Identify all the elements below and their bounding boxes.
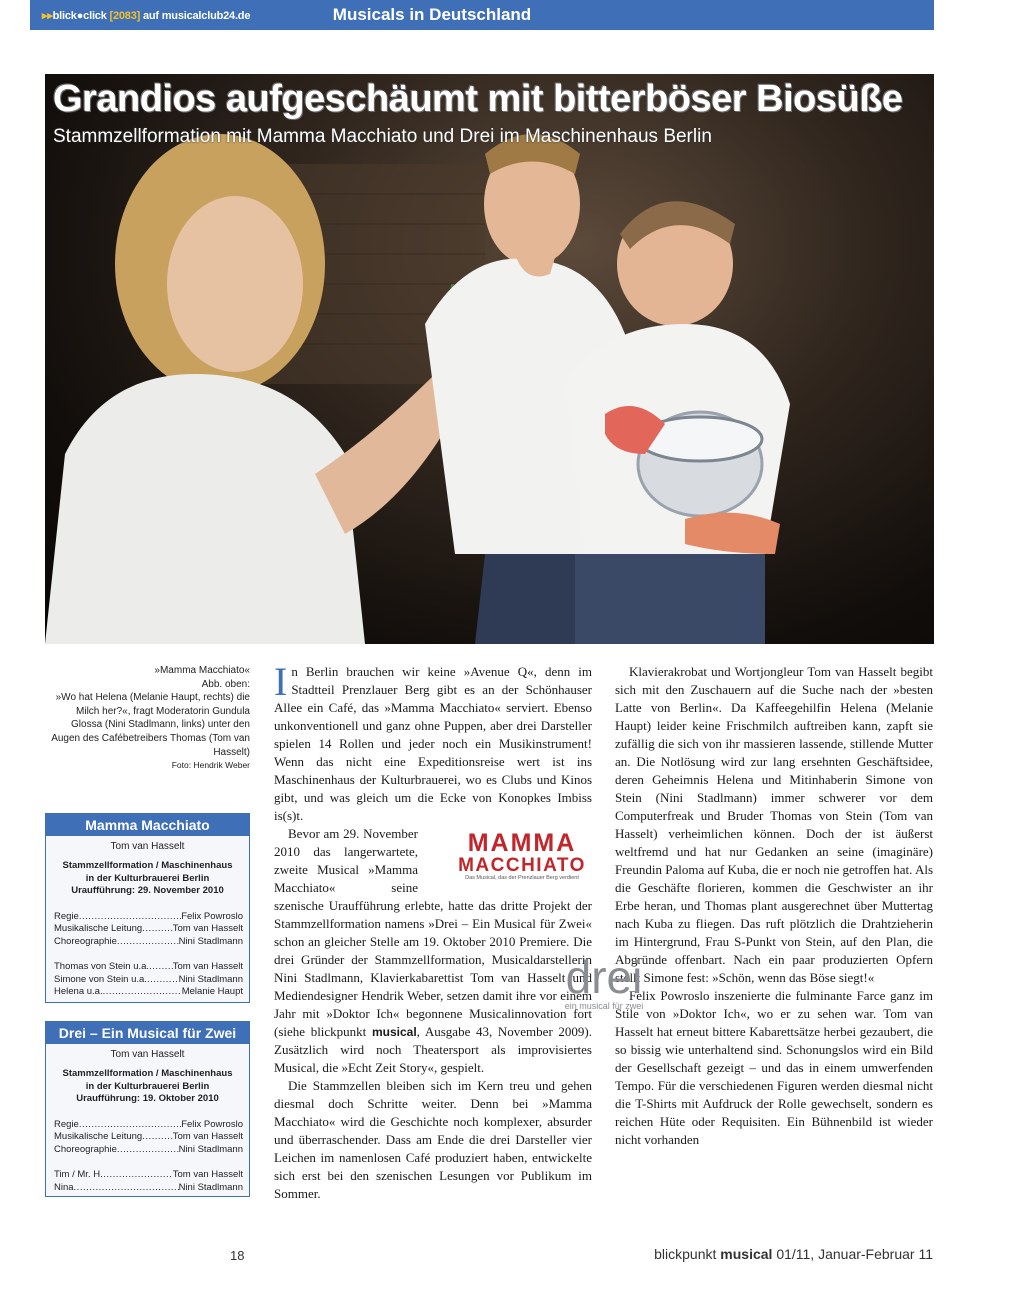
infobox-title: Drei – Ein Musical für Zwei xyxy=(46,1022,249,1044)
caption-text: »Wo hat Helena (Melanie Haupt, rechts) die Milch her?«, fragt Moderatorin Gundula Glossa (Nini Stadlmann, links) unter den Augen des Cafébetreibers Thomas (Tom van Hasselt) xyxy=(51,692,250,758)
footer-magazine-prefix: blickpunkt xyxy=(654,1246,717,1262)
credit-name: Felix Powroslo xyxy=(181,1118,243,1130)
credit-name: Felix Powroslo xyxy=(181,910,243,922)
paragraph-text: , Ausgabe 43, November 2009). Zusätzlich wird noch Theatersport als improvisiertes Musical, die »Echt Zeit Story«, gespielt. xyxy=(274,1024,593,1075)
footer-magazine-name: musical xyxy=(720,1246,773,1262)
logo-tagline: Das Musical, das der Prenzlauer Berg verdient xyxy=(465,875,579,881)
cast-row xyxy=(54,986,243,999)
drop-cap: I xyxy=(274,659,288,704)
cast-role: Simone von Stein u.a. xyxy=(54,973,147,985)
paragraph-text: n Berlin brauchen wir keine »Avenue Q«, denn im Stadtteil Prenzlauer Berg gibt es an der Schönhauser Allee ein Café, das »Mamma Macchiato« serviert. Ebenso unkonventionell und ganz ohne Puppen, aber drei Darsteller spielen 14 Rollen und jeder noch ein Musikinstrument! Wenn das nicht eine Expeditionsreise wert ist ins Maschinenhaus der Kulturbrauerei, wo es Clubs und Kinos gibt, und was gleich um die Ecke von Konopkes Imbiss is(s)t. xyxy=(274,664,592,823)
mamma-macchiato-logo xyxy=(424,829,592,881)
credit-role: Regie xyxy=(54,1118,79,1130)
credit-role: Choreographie xyxy=(54,935,117,947)
logo-line-2: MACCHIATO xyxy=(458,855,586,876)
caption-position: Abb. oben: xyxy=(201,678,250,690)
premiere-date: Uraufführung: 29. November 2010 xyxy=(71,885,224,896)
page-number: 18 xyxy=(230,1248,245,1263)
article-headline: Grandios aufgeschäumt mit bitterböser Biosüße xyxy=(53,78,903,120)
crew-list xyxy=(46,911,249,949)
photo-caption xyxy=(45,664,250,773)
infobox-venue xyxy=(46,860,249,898)
footer-issue: 01/11, Januar-Februar 11 xyxy=(776,1246,933,1262)
article-paragraph xyxy=(274,659,592,825)
article-paragraph: Die Stammzellen bleiben sich im Kern treu und gehen diesmal doch Schritte weiter. Denn bei »Mamma Macchiato« wird die Geschichte noch komplexer, absurder und überraschender. Dass am Ende die drei Darsteller vier Leichen im namenlosen Café produziert haben, entwickelte sich erst bei den szenischen Lesungen vor Publikum im Sommer. xyxy=(274,1078,592,1201)
infobox-drei xyxy=(45,1021,250,1197)
venue-line: in der Kulturbrauerei Berlin xyxy=(85,872,210,884)
article-subheadline: Stammzellformation mit Mamma Macchiato und Drei im Maschinenhaus Berlin xyxy=(53,126,712,147)
cast-name: Nini Stadlmann xyxy=(178,1181,243,1193)
credit-row xyxy=(54,936,243,949)
credit-row xyxy=(54,1119,243,1132)
article-paragraph xyxy=(615,663,933,987)
article-column-2 xyxy=(615,663,933,1149)
venue-line: in der Kulturbrauerei Berlin xyxy=(85,1080,210,1092)
infobox-title: Mamma Macchiato xyxy=(46,814,249,836)
site-name: blick●click xyxy=(52,10,107,22)
logo-word: drei xyxy=(565,955,643,1003)
cast-row xyxy=(54,961,243,974)
header-bar xyxy=(30,0,934,30)
cast-name: Nini Stadlmann xyxy=(178,973,243,985)
web-code: [2083] xyxy=(109,10,141,22)
cast-list xyxy=(46,1169,249,1194)
credit-role: Musikalische Leitung xyxy=(54,1131,143,1142)
credit-name: Nini Stadlmann xyxy=(178,1143,243,1155)
credit-row xyxy=(54,1144,243,1157)
infobox-author: Tom van Hasselt xyxy=(110,1049,185,1060)
cast-role: Helena u.a. xyxy=(54,986,103,997)
logo-tagline: ein musical für zwei xyxy=(564,1001,644,1011)
caption-show: »Mamma Macchiato« xyxy=(154,665,250,676)
site-suffix: auf musicalclub24.de xyxy=(142,10,251,22)
credit-name: Tom van Hasselt xyxy=(172,1131,243,1142)
credit-row xyxy=(54,923,243,936)
credit-role: Regie xyxy=(54,910,79,922)
magazine-footer xyxy=(654,1246,933,1262)
cast-list xyxy=(46,961,249,999)
cast-name: Tom van Hasselt xyxy=(172,1169,243,1180)
drei-logo xyxy=(554,955,654,1017)
infobox-mamma-macchiato xyxy=(45,813,250,1003)
article-paragraph: Felix Powroslo inszenierte die fulminante Farce ganz im Stile von »Doktor Ich«, wo er zu sehen war. Tom van Hasselt hat erneut bittere Kabarettsätze herbei gezaubert, die so bissig wie unterhaltend sind. Schonungslos wird ein Bild der Gesellschaft gezeigt – und das in einem umwerfenden Tempo. Für die verschiedenen Figuren werden diesmal nicht die T-Shirts mit Aufdruck der Rolle gewechselt, sondern es reichen Hüte oder Requisiten. Ein Bühnenbild ist wieder nicht vorhanden xyxy=(615,988,933,1147)
cast-role: Tim / Mr. H xyxy=(54,1169,101,1180)
venue-line: Stammzellformation / Maschinenhaus xyxy=(62,1068,233,1079)
double-arrow-icon: ▸▸ xyxy=(42,10,53,22)
cast-name: Melanie Haupt xyxy=(181,986,243,997)
credit-name: Nini Stadlmann xyxy=(178,935,243,947)
article-paragraph xyxy=(274,825,592,1077)
cast-name: Tom van Hasselt xyxy=(172,961,243,972)
cast-row xyxy=(54,974,243,987)
credit-role: Musikalische Leitung xyxy=(54,923,143,934)
section-title: Musicals in Deutschland xyxy=(332,5,532,24)
cast-row xyxy=(54,1182,243,1195)
hero-photo xyxy=(45,74,934,644)
paragraph-text: Klavierakrobat und Wortjongleur Tom van Hasselt begibt sich mit den Zuschauern auf die Suche nach der »besten Latte von Berlin«. Da Kaffeegehilfin Helena (Melanie Haupt) leider keine Frischmilch auftreiben kann, zapft sie zufällig die sich von ihr massieren lassende, stillende Mutter an. Die Notlösung wird zur lang ersehnten Geschäftsidee, deren Geheimnis Helena und Mitinhaberin Simone von Stein (Nini Stadlmann) immer schwerer vor dem Computerfreak und Bruder Thomas von Stein (Tom van Hasselt) verheimlichen können. Doch der ist äußerst weltfremd und hat nur Gedanken an seine (imaginäre) Freundin Paloma auf Kuba, die er noch nie getroffen hat. Als die Geschäfte florieren, kommen die Geschwister an ihr Erbe heran, und Thomas plant ausgerechnet über Muttertag nach Kuba zu fliegen. Das ruft plötzlich die Drahtzieherin im Hintergrund, Frau S-Punkt von Stein, auf den Plan, die Abgründe offenbart. Nach ein paar produzierten Opfern stellt Simone fest: »Schön, wenn das Böse siegt!« xyxy=(615,664,933,985)
credit-row xyxy=(54,911,243,924)
magazine-name: musical xyxy=(371,1025,417,1039)
infobox-venue xyxy=(46,1068,249,1106)
cast-role: Thomas von Stein u.a. xyxy=(54,961,150,972)
credit-row xyxy=(54,1131,243,1144)
stage-photo-illustration xyxy=(45,74,934,644)
cast-role: Nina xyxy=(54,1181,74,1193)
credit-name: Tom van Hasselt xyxy=(172,923,243,934)
venue-line: Stammzellformation / Maschinenhaus xyxy=(62,860,233,871)
photo-credit: Foto: Hendrik Weber xyxy=(171,760,250,771)
credit-role: Choreographie xyxy=(54,1143,117,1155)
crew-list xyxy=(46,1119,249,1157)
infobox-author: Tom van Hasselt xyxy=(110,841,185,852)
paragraph-text: Bevor am 29. November 2010 das langerwartete, zweite Musical »Mamma Macchiato« seine szenische Uraufführung erlebte, hatte das dritte Projekt der Stammzellformation namens »Drei – Ein Musical für Zwei« schon an gleicher Stelle am 19. Oktober 2010 Premiere. Die drei Gründer der Stammzellformation, Musicaldarstellerin Nini Stadlmann, Klavierkabarettist Tom van Hasselt und Mediendesigner Hendrik Weber, setzen damit ihre vor einem Jahr mit »Doktor Ich« begonnene Musicalinnovation fort (siehe blickpunkt xyxy=(274,826,592,1039)
logo-line-1: MAMMA xyxy=(467,829,577,857)
article-column-1 xyxy=(274,659,593,1203)
cast-row xyxy=(54,1169,243,1182)
premiere-date: Uraufführung: 19. Oktober 2010 xyxy=(76,1093,219,1104)
